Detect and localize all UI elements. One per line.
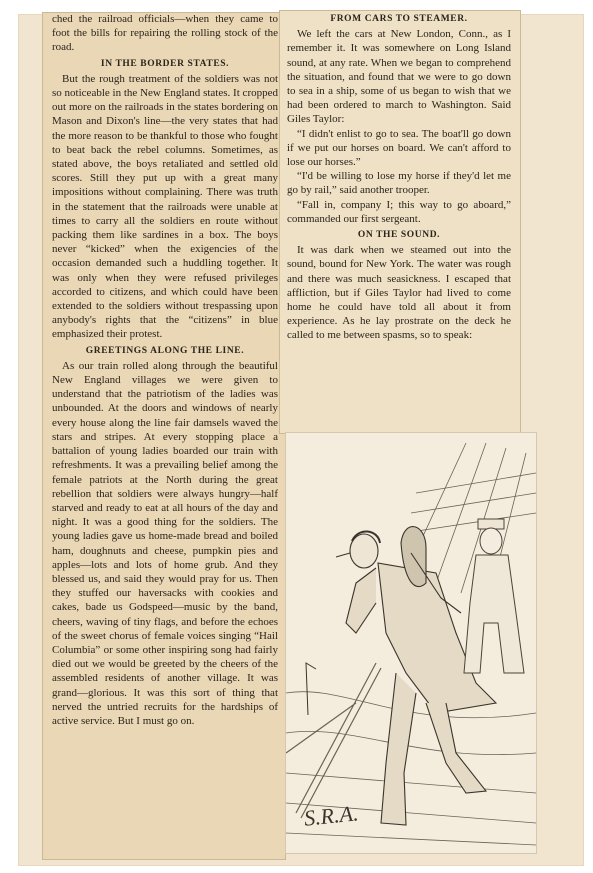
paragraph-on-the-sound: It was dark when we steamed out into the sound, bound for New York. The water was rough and there was much seasickness. I escaped that affliction, but if Giles Taylor had lived to come home he could have told all about it from experience. As he lay prostrate on the deck he called to me between spasms, so to speak: [287, 244, 511, 342]
opening-line: ched the railroad officials—when they came to foot the bills for repairing the rolling stock of the road. [52, 13, 278, 54]
quote-giles: “I didn't enlist to go to sea. The boat'll go down if we put our horses on board. We can't afford to lose our horses.” [287, 127, 511, 169]
quote-sergeant: “Fall in, company I; this way to go aboard,” commanded our first sergeant. [287, 198, 511, 225]
heading-on-the-sound: ON THE SOUND. [357, 230, 441, 241]
right-column [287, 10, 511, 343]
left-column [52, 12, 278, 728]
seasick-sketch [285, 432, 537, 854]
sailor-figure [464, 519, 524, 673]
soldier-figure [336, 527, 496, 825]
quote-trooper: “I'd be willing to lose my horse if they'd let me go by rail,” said another trooper. [287, 170, 511, 197]
paragraph-cars-to-steamer: We left the cars at New London, Conn., as I remember it. It was somewhere on Long Island sound, at any rate. When we began to comprehend the situation, and found that we were to go down to sea in a ship, some of us began to wish that we had been ordered to march to Washington. Said Giles Taylor: [287, 28, 511, 126]
paragraph-greetings: As our train rolled along through the beautiful New England villages we were given to understand that the patriotism of the ladies was unbounded. At the doors and windows of nearly every house along the line fair damsels waved the stars and stripes. At every stopping place a battalion of young ladies boarded our train with refreshments. It was a prevailing belief among the female patriots at the North during the great rebellion that soldiers were always hungry—half starved and ready to eat at all hours of the day and night. It was a good thing for the soldiers. The young ladies gave us home-made bread and boiled ham, doughnuts and cheese, pumpkin pies and apples—lots and lots of home grub. And they blessed us, and said they would pray for us. Then they stuffed our haversacks with cookies and cakes, bade us Godspeed—music by the band, cheers, waving of tiny flags, and before the echoes of the sweet chorus of female voices singing “Hail Columbia” or some other inspiring song had fairly died out we would be greeted by the cheers of the assembled residents of another village. It was grand—glorious. It was this sort of thing that nerved the untried recruits for the hardships of active service. But I must go on. [52, 359, 278, 727]
paragraph-border-states: But the rough treatment of the soldiers was not so noticeable in the New England states. It cropped out more on the railroads in the states bordering on Mason and Dixon's line—the very states that had the more reason to be thankful to those who fought to beat back the rebel columns. Sometimes, as stated above, the boys retaliated and settled old scores. Still they put up with a great many impositions without complaining. There was truth in the statement that the railroads were unable at times to carry all the soldiers en route without packing them like sardines in a box. The boys never “kicked” when the exigencies of the occasion demanded such a huddling together. It was only when they were refused privileges accorded to citizens, and which could have been extended to the soldiers without trespassing upon anybody's rights that the “citizens” in blue emphasized their protest. [52, 72, 278, 341]
heading-cars-to-steamer: FROM CARS TO STEAMER. [330, 14, 468, 24]
sketch-drawing [286, 433, 536, 853]
heading-border-states: IN THE BORDER STATES. [100, 58, 230, 69]
heading-greetings: GREETINGS ALONG THE LINE. [85, 345, 245, 356]
artist-signature: S.R.A. [302, 800, 360, 831]
